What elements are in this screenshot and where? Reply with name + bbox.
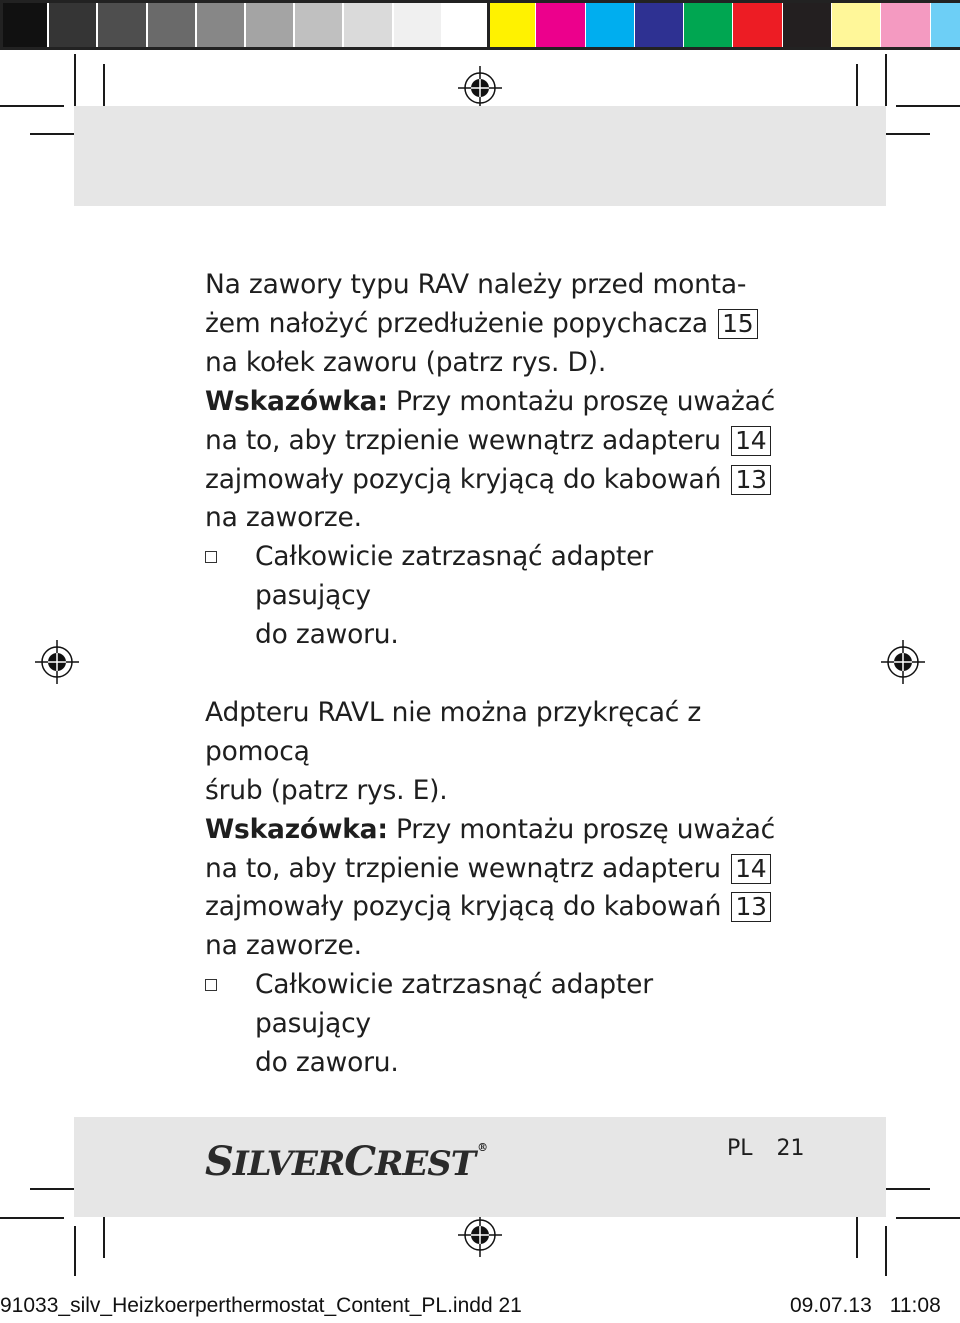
page-number: 21 — [776, 1136, 805, 1161]
part-reference: 14 — [731, 426, 770, 456]
registration-mark-icon — [881, 640, 925, 684]
text-line: Przy montażu proszę uważać — [387, 385, 775, 417]
paragraph-gap — [205, 655, 775, 694]
text-line: zajmowały pozycją kryjącą do kabowań — [205, 463, 722, 495]
note-label: Wskazówka: — [205, 385, 388, 417]
color-swatch — [295, 0, 344, 50]
crop-mark — [885, 1226, 887, 1276]
text-line: Przy montażu proszę uważać — [387, 813, 775, 845]
bullet-item — [205, 538, 775, 655]
paragraph-rav — [205, 266, 775, 383]
process-color-bar — [487, 0, 960, 50]
text-line: żem nałożyć przedłużenie popychacza — [205, 307, 708, 339]
color-swatch — [832, 0, 881, 50]
color-swatch — [0, 0, 49, 50]
color-swatch — [783, 0, 832, 50]
text-line: Adpteru RAVL nie można przykręcać z pomocą — [205, 696, 702, 767]
crop-mark — [103, 1212, 105, 1258]
logo-letter: C — [344, 1138, 376, 1185]
registered-mark: ® — [477, 1141, 488, 1154]
color-swatch — [443, 0, 492, 50]
language-code: PL — [727, 1136, 753, 1161]
text-line: do zaworu. — [255, 1047, 399, 1079]
slug-date: 09.07.13 — [790, 1294, 872, 1317]
text-line: Całkowicie zatrzasnąć adapter pasujący — [255, 541, 653, 612]
color-swatch — [49, 0, 98, 50]
crop-mark — [103, 64, 105, 110]
header-band — [74, 106, 886, 206]
registration-mark-icon — [35, 640, 79, 684]
text-line: na kołek zaworu (patrz rys. D). — [205, 346, 607, 378]
logo-letters: REST — [375, 1144, 476, 1184]
color-swatch — [394, 0, 443, 50]
color-swatch — [246, 0, 295, 50]
text-line: na zaworze. — [205, 502, 362, 534]
color-swatch — [931, 0, 960, 50]
crop-mark — [0, 1217, 64, 1219]
crop-mark — [885, 54, 887, 106]
part-reference: 13 — [731, 465, 770, 495]
checkbox-bullet-icon — [205, 551, 217, 563]
checkbox-bullet-icon — [205, 979, 217, 991]
crop-mark — [74, 1226, 76, 1276]
logo-letters: ILVER — [232, 1144, 345, 1184]
slug-filename: 91033_silv_Heizkoerperthermostat_Content_PL.indd 21 — [0, 1294, 522, 1317]
page-label — [727, 1134, 805, 1164]
bullet-item — [205, 966, 775, 1083]
color-swatch — [98, 0, 147, 50]
text-line: do zaworu. — [255, 619, 399, 651]
crop-mark — [0, 105, 64, 107]
color-swatch — [733, 0, 782, 50]
color-swatch — [586, 0, 635, 50]
grayscale-color-bar — [0, 0, 492, 50]
slug-time: 11:08 — [889, 1294, 941, 1317]
note-block — [205, 811, 775, 967]
text-line: Na zawory typu RAV należy przed monta- — [205, 269, 747, 300]
text-line: na to, aby trzpienie wewnątrz adapteru — [205, 424, 721, 456]
paragraph-ravl — [205, 694, 775, 811]
text-line: na zaworze. — [205, 930, 362, 962]
crop-mark — [896, 1217, 960, 1219]
text-line: na to, aby trzpienie wewnątrz adapteru — [205, 852, 721, 884]
color-swatch — [148, 0, 197, 50]
crop-mark — [856, 1212, 858, 1258]
color-swatch — [487, 0, 536, 50]
text-line: Całkowicie zatrzasnąć adapter pasujący — [255, 969, 653, 1040]
crop-mark — [896, 105, 960, 107]
silvercrest-logo — [205, 1128, 487, 1184]
registration-mark-icon — [458, 1213, 502, 1257]
text-line: zajmowały pozycją kryjącą do kabowań — [205, 891, 722, 923]
color-swatch — [536, 0, 585, 50]
logo-letter: S — [205, 1138, 233, 1185]
part-reference: 15 — [718, 309, 757, 339]
color-swatch — [344, 0, 393, 50]
text-line: śrub (patrz rys. E). — [205, 774, 448, 806]
color-swatch — [881, 0, 930, 50]
crop-mark — [856, 64, 858, 110]
note-label: Wskazówka: — [205, 813, 388, 845]
slug-datetime — [790, 1293, 941, 1319]
registration-mark-icon — [458, 66, 502, 110]
color-swatch — [684, 0, 733, 50]
color-swatch — [635, 0, 684, 50]
crop-mark — [74, 54, 76, 106]
part-reference: 13 — [731, 892, 770, 922]
part-reference: 14 — [731, 854, 770, 884]
note-block — [205, 383, 775, 539]
instruction-text — [205, 266, 775, 1083]
color-swatch — [197, 0, 246, 50]
